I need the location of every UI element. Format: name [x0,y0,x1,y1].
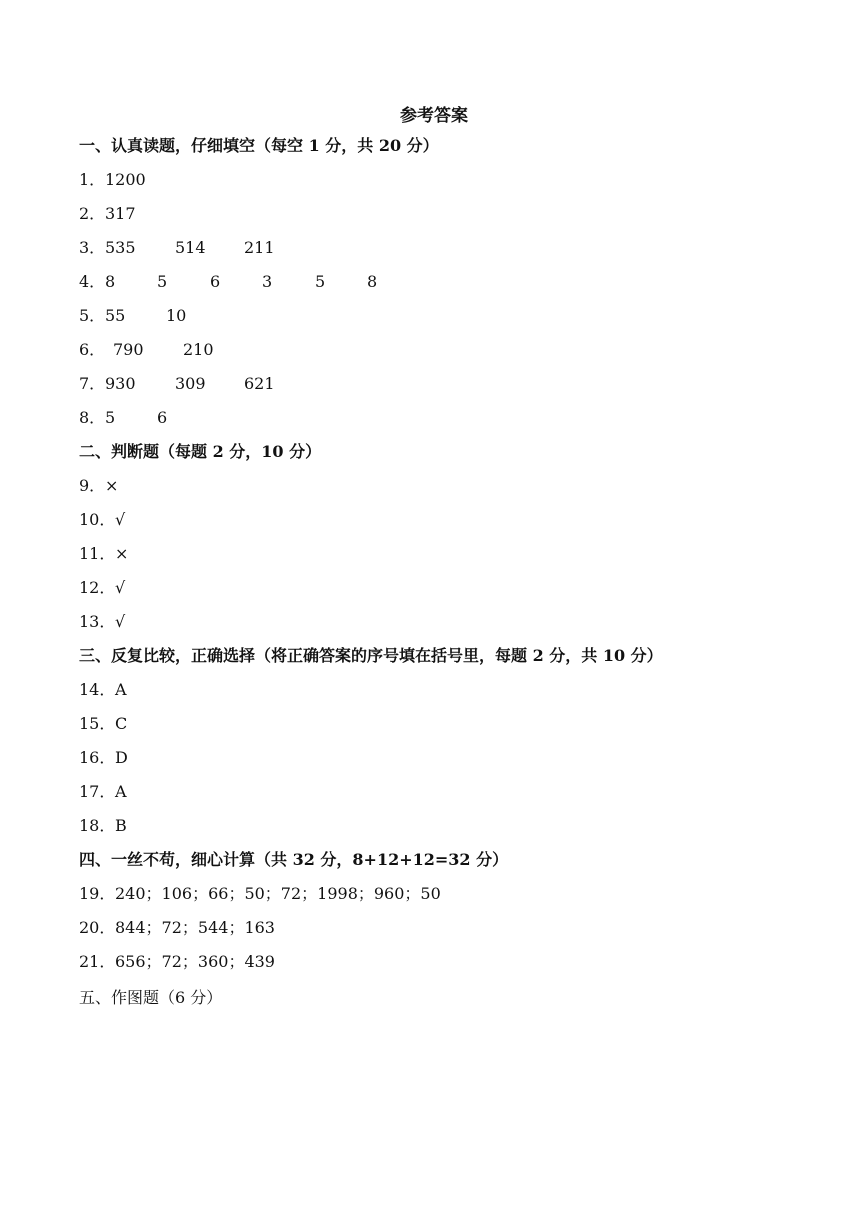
answer-item-15 [79,712,128,736]
section-3-heading: 三、反复比较，正确选择（将正确答案的序号填在括号里，每题 2 分，共 10 分） [79,646,663,665]
answer-value: 240；106；66；50；72；1998；960；50 [115,884,441,903]
item-number: 14． [79,680,116,699]
answer-item-13 [79,610,126,634]
item-number: 17． [79,782,116,801]
answer-value: 5 [157,272,168,291]
item-number: 19． [79,884,116,903]
answer-value: 844；72；544；163 [115,918,275,937]
answer-value: 656；72；360；439 [115,952,275,971]
item-number: 15． [79,714,116,733]
answer-item-7 [79,372,275,396]
answer-value: 317 [105,204,136,223]
answer-item-6 [79,338,214,362]
answer-value: √ [115,510,126,529]
answer-item-10 [79,508,126,532]
answer-item-9 [79,474,119,498]
answer-item-3 [79,236,275,260]
answer-value: C [115,714,128,733]
item-number: 9． [79,476,106,495]
answer-value: 211 [244,238,275,257]
answer-value: × [115,544,129,563]
item-number: 3． [79,238,106,257]
answer-value: 3 [262,272,273,291]
answer-value: 535 [105,238,136,257]
answer-value: 790 [113,340,144,359]
answer-item-2 [79,202,136,226]
answer-value: √ [115,612,126,631]
answer-item-12 [79,576,126,600]
item-number: 13． [79,612,116,631]
item-number: 6． [79,340,106,359]
answer-value: 210 [183,340,214,359]
answer-value: A [115,680,127,699]
answer-item-17 [79,780,127,804]
answer-item-20 [79,916,275,940]
answer-value: B [115,816,127,835]
answer-item-8 [79,406,168,430]
section-1-heading: 一、认真读题，仔细填空（每空 1 分，共 20 分） [79,136,439,155]
answer-value: × [105,476,119,495]
item-number: 21． [79,952,116,971]
answer-value: 6 [210,272,221,291]
answer-value: 309 [175,374,206,393]
item-number: 7． [79,374,106,393]
answer-item-4 [79,270,378,294]
answer-value: 1200 [105,170,146,189]
answer-value: A [115,782,127,801]
answer-value: √ [115,578,126,597]
answer-item-11 [79,542,129,566]
answer-value: 8 [367,272,378,291]
answer-item-14 [79,678,127,702]
item-number: 1． [79,170,106,189]
item-number: 8． [79,408,106,427]
item-number: 18． [79,816,116,835]
answer-value: 930 [105,374,136,393]
answer-value: 5 [315,272,326,291]
answer-item-16 [79,746,128,770]
answer-value: 6 [157,408,168,427]
item-number: 5． [79,306,106,325]
item-number: 4． [79,272,106,291]
section-5-heading: 五、作图题（6 分） [79,988,223,1007]
answer-item-18 [79,814,127,838]
item-number: 12． [79,578,116,597]
answer-item-5 [79,304,187,328]
item-number: 2． [79,204,106,223]
answer-item-1 [79,168,146,192]
page-title: 参考答案 [400,106,468,126]
answer-item-19 [79,882,441,906]
item-number: 20． [79,918,116,937]
section-4-heading: 四、一丝不苟，细心计算（共 32 分，8+12+12=32 分） [79,850,509,869]
answer-value: 514 [175,238,206,257]
answer-value: 8 [105,272,116,291]
item-number: 10． [79,510,116,529]
answer-item-21 [79,950,275,974]
answer-value: 5 [105,408,116,427]
section-2-heading: 二、判断题（每题 2 分，10 分） [79,442,322,461]
answer-value: 10 [166,306,187,325]
answer-value: 55 [105,306,126,325]
answer-value: D [115,748,128,767]
answer-value: 621 [244,374,275,393]
item-number: 16． [79,748,116,767]
item-number: 11． [79,544,116,563]
